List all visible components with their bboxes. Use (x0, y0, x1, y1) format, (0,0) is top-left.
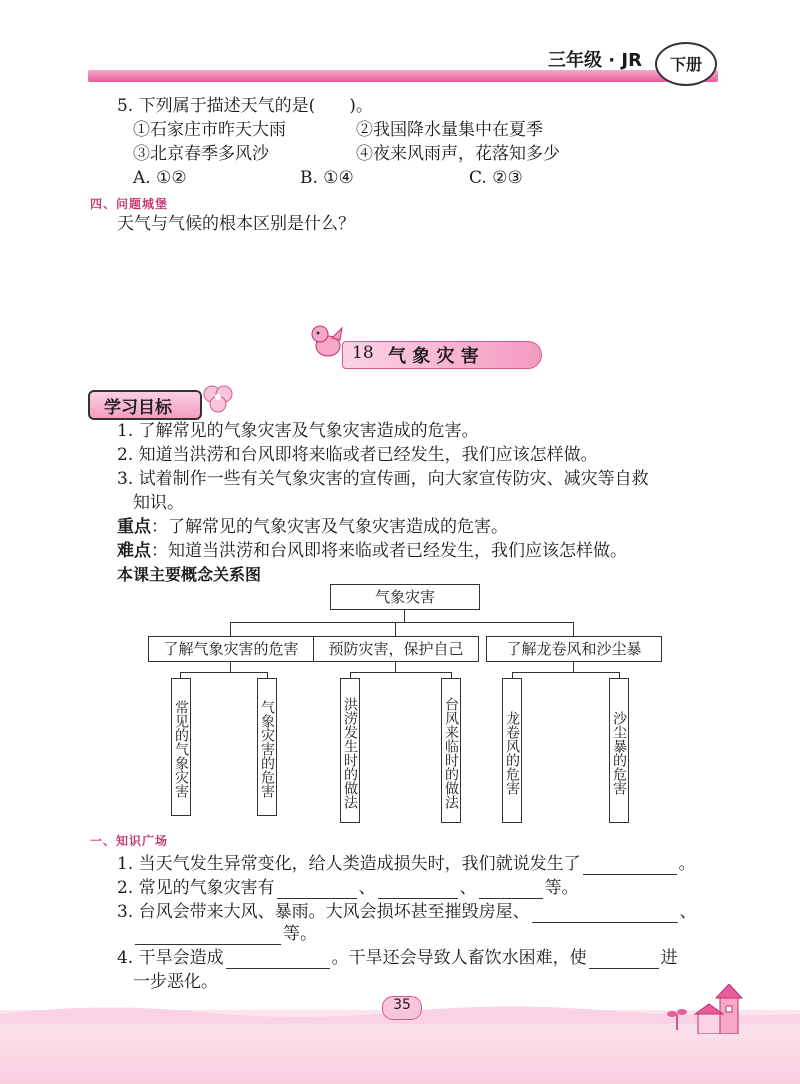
s1-q3-blank-2[interactable] (135, 926, 281, 945)
key-point (117, 516, 508, 538)
q5-option-4: ④夜来风雨声，花落知多少 (356, 144, 560, 164)
goal-item-3-cont: 知识。 (133, 493, 184, 513)
q5-option-3: ③北京春季多风沙 (133, 144, 269, 164)
s1-q1 (117, 853, 696, 875)
page-number: 35 (393, 997, 411, 1013)
diagram-line-h3 (512, 672, 620, 673)
s1-q2-blank-2[interactable] (378, 880, 458, 899)
diagram-line-h2 (350, 672, 452, 673)
goals-title: 学习目标 (104, 398, 172, 418)
section1-title: 一、知识广场 (90, 834, 169, 848)
s1-q1-blank[interactable] (583, 856, 677, 875)
diagram-leaf-5: 龙卷风的危害 (502, 678, 522, 823)
goal-item-3: 3. 试着制作一些有关气象灾害的宣传画，向大家宣传防灾、减灾等自救 (117, 469, 649, 489)
difficult-point (117, 540, 627, 562)
diagram-branch-2: 预防灾害，保护自己 (313, 636, 479, 662)
diagram-line-b2-up (395, 622, 396, 636)
goal-item-1: 1. 了解常见的气象灾害及气象灾害造成的危害。 (117, 421, 479, 441)
s1-q3-blank-1[interactable] (532, 904, 678, 923)
diagram-leaf-1: 常见的气象灾害 (171, 678, 191, 816)
castle-icon (690, 984, 750, 1034)
goal-item-2: 2. 知道当洪涝和台风即将来临或者已经发生，我们应该怎样做。 (117, 445, 598, 465)
diagram-leaf-3: 洪涝发生时的做法 (340, 678, 360, 823)
s1-q4-blank-1[interactable] (226, 950, 330, 969)
concept-map-title: 本课主要概念关系图 (117, 565, 262, 584)
diagram-leaf-6: 沙尘暴的危害 (609, 678, 629, 823)
q5-choice-b[interactable]: B. ①④ (300, 168, 354, 188)
diagram-branch-1: 了解气象灾害的危害 (148, 636, 314, 662)
q5-choice-c[interactable]: C. ②③ (469, 168, 523, 188)
s1-q4-blank-2[interactable] (589, 950, 659, 969)
s1-q2 (117, 877, 579, 899)
q5-option-2: ②我国降水量集中在夏季 (356, 120, 543, 140)
lesson-title: 气 象 灾 害 (388, 346, 479, 367)
diagram-line-b1-down (230, 662, 231, 672)
s1-q3 (117, 901, 697, 923)
diagram-line-h1 (180, 672, 268, 673)
sprout-icon (664, 1004, 690, 1030)
s1-q4-text-3: 进 (660, 948, 678, 968)
header-grade: 三年级 · JR (548, 50, 642, 71)
section4-question: 天气与气候的根本区别是什么？ (117, 214, 355, 234)
difficult-point-text: ：知道当洪涝和台风即将来临或者已经发生，我们应该怎样做。 (151, 541, 627, 561)
s1-q4 (117, 947, 678, 969)
s1-q1-text: 1. 当天气发生异常变化，给人类造成损失时，我们就说发生了 (117, 854, 581, 874)
dragon-mascot-icon (306, 320, 346, 360)
s1-q1-end: 。 (678, 854, 696, 874)
s1-q2-end: 等。 (544, 878, 579, 898)
q5-choice-a[interactable]: A. ①② (133, 168, 187, 188)
diagram-line-b1-up (230, 622, 231, 636)
diagram-line-b3-down (573, 662, 574, 672)
lesson-number: 18 (352, 343, 374, 363)
s1-q3-end: 等。 (283, 924, 317, 944)
flower-icon (200, 380, 236, 416)
s1-q2-blank-1[interactable] (277, 880, 357, 899)
section4-title: 四、问题城堡 (90, 197, 169, 211)
s1-q3-cont (133, 923, 317, 945)
s1-q2-blank-3[interactable] (479, 880, 543, 899)
diagram-line-b2-down (395, 662, 396, 672)
s1-q2-sep-1: 、 (358, 878, 376, 898)
diagram-leaf-4: 台风来临时的做法 (441, 678, 461, 823)
s1-q4-text-2: 。干旱还会导致人畜饮水困难，使 (331, 948, 587, 968)
s1-q2-sep-2: 、 (459, 878, 477, 898)
s1-q4-text-1: 4. 干旱会造成 (117, 948, 224, 968)
volume-label: 下册 (669, 55, 702, 74)
s1-q3-text: 3. 台风会带来大风、暴雨。大风会损坏甚至摧毁房屋、 (117, 902, 530, 922)
s1-q2-text: 2. 常见的气象灾害有 (117, 878, 275, 898)
diagram-line-b3-up (573, 622, 574, 636)
key-point-label: 重点 (117, 517, 151, 537)
s1-q3-sep: 、 (679, 902, 697, 922)
q5-question: 5. 下列属于描述天气的是( )。 (117, 96, 373, 116)
key-point-text: ：了解常见的气象灾害及气象灾害造成的危害。 (151, 517, 508, 537)
diagram-line-root-down (404, 610, 405, 622)
diagram-branch-3: 了解龙卷风和沙尘暴 (486, 636, 662, 662)
s1-q4-cont: 一步恶化。 (133, 972, 218, 992)
diagram-line-top-h (230, 622, 574, 623)
diagram-leaf-2: 气象灾害的危害 (257, 678, 277, 816)
diagram-root: 气象灾害 (330, 584, 480, 610)
difficult-point-label: 难点 (117, 541, 151, 561)
q5-option-1: ①石家庄市昨天大雨 (133, 120, 286, 140)
